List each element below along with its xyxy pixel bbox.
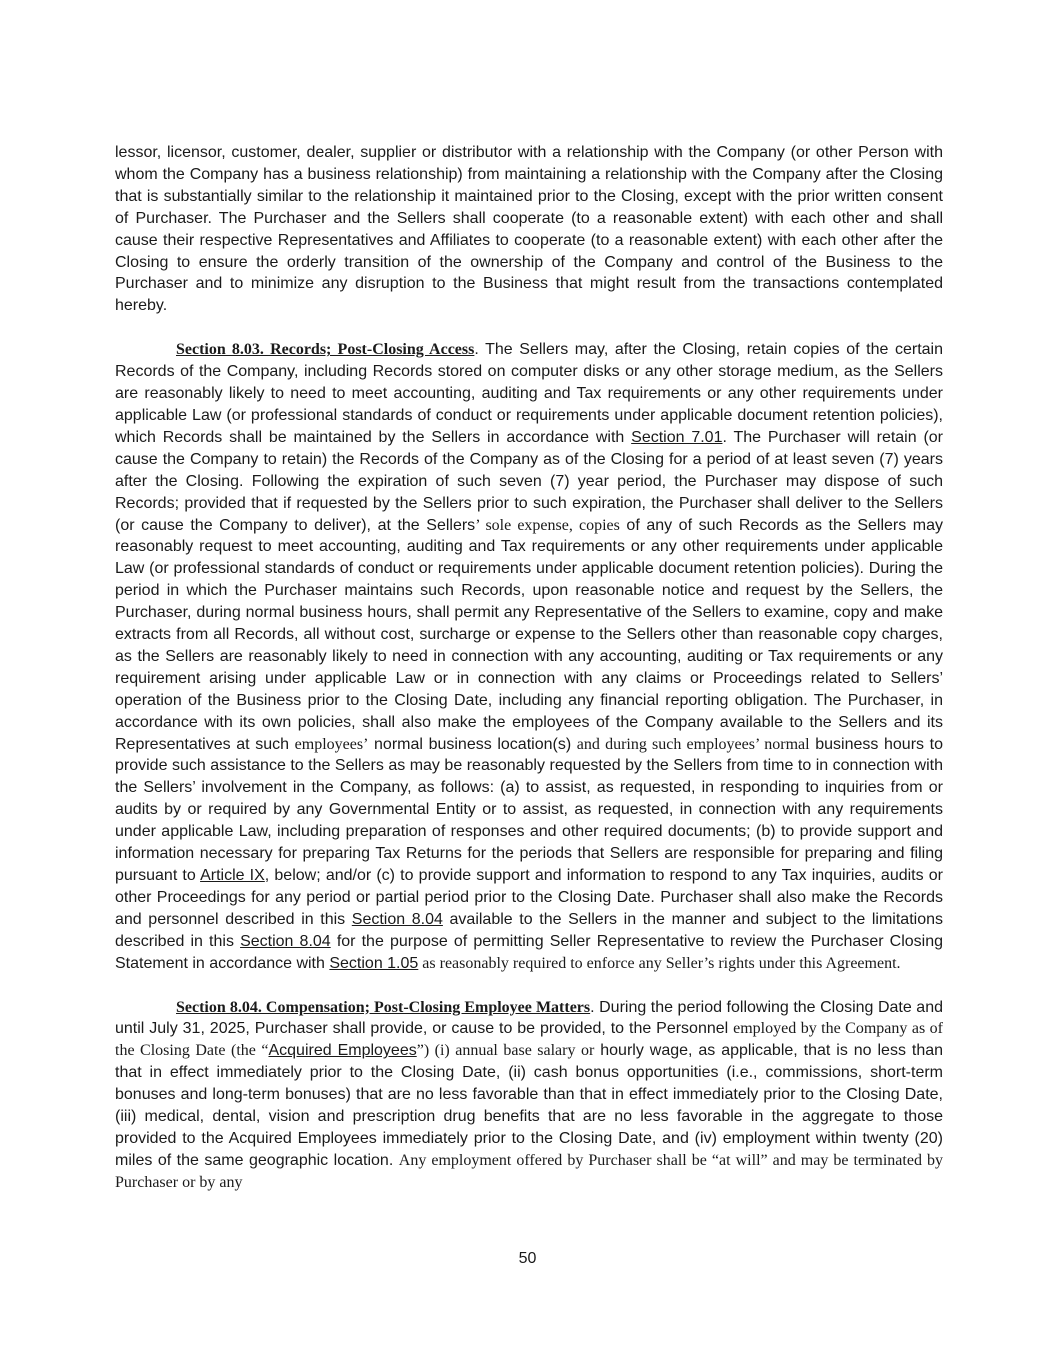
body-text: available to the Sellers in the manner and subject to the limitations described in this: [115, 910, 944, 950]
body-text: . The Purchaser will retain (or cause the Company to retain) the Records of the Company as of the Closing for a period of at least seven (7) years after the Closing. Following the expiration of such seven (7) year period, the Purchaser may dispose of such Records; provided that if requested by the Sellers prior to such expiration, the Purchaser shall deliver to the Sellers (or cause the Company to deliver), at the Sellers: [115, 428, 944, 534]
heading-period: .: [590, 998, 595, 1016]
acquired-employees-term: Acquired Employees: [268, 1042, 417, 1060]
body-text: The Sellers may, after the Closing, retain copies of the certain Records of the Company, including Records stored on computer disks or any other storage medium, as the Sellers are reasonably likely to need to meet accounting, auditing and Tax requirements or any other requirements under applicable Law (or professional standards of conduct or requirements under applicable document retention policies), which Records shall be maintained by the Sellers in accordance with: [115, 341, 944, 446]
body-text: Any employment offered by Purchaser shall be “at will” and may be terminated by Purchaser or by any: [115, 1151, 944, 1191]
section-7-01-reference[interactable]: Section 7.01: [631, 428, 723, 446]
body-text: of any of such Records as the Sellers may reasonably request to meet accounting, auditing and Tax requirements or any other requirements under applicable Law (or professional standards of conduct or requirements under applicable document retention policies). During the period in which the Purchaser maintains such Records, upon reasonable notice and request by the Sellers, the Purchaser, during normal business hours, shall permit any Representative of the Sellers to examine, copy and make extracts from all Records, all without cost, surcharge or expense to the Sellers other than reasonable copy charges, as the Sellers are reasonably likely to need in connection with any accounting, auditing or Tax requirements or any requirement arising under applicable Law or in connection with any claims or Proceedings related to Sellers’ operation of the Business prior to the Closing Date, including any financial reporting obligation. The Purchaser, in accordance with its own policies, shall also make the employees of the Company available to the Sellers and its Representatives at such: [115, 516, 944, 753]
section-8-03-paragraph: [115, 339, 943, 974]
section-8-03-heading: Section 8.03. Records; Post-Closing Access: [176, 341, 475, 359]
body-text: business hours to provide such assistance to the Sellers as may be reasonably requested by the Sellers from time to in connection with the Sellers’ involvement in the Company, as follows: (a) to assist, as requested, in responding to inquiries from or audits by or required by any Governmental Entity or to assist, as requested, in connection with any requirements under applicable Law, including preparation of responses and other required documents; (b) to provide support and information necessary for preparing Tax Returns for the periods that Sellers are responsible for preparing and filing pursuant to: [115, 735, 944, 884]
section-8-04-reference[interactable]: Section 8.04: [351, 910, 443, 928]
body-text: employees’: [294, 735, 369, 753]
section-8-04-heading: Section 8.04. Compensation; Post-Closing Employee Matters: [176, 998, 591, 1016]
body-text: , below; and/or (c) to provide support and information to respond to any Tax inquiries, audits or other Proceedings for any period or partial period prior to the Closing Date. Purchaser shall also make the Records and personnel described in this: [115, 867, 943, 928]
section-8-04-paragraph: [115, 997, 943, 1194]
page-number: 50: [518, 1250, 537, 1267]
body-text: and during such employees’ normal: [576, 735, 810, 753]
heading-period: .: [474, 341, 479, 359]
body-text: ”) (i) annual base salary or: [416, 1042, 595, 1060]
body-text: During the period following the Closing Date and until July 31, 2025, Purchaser shall provide, or cause to be provided, to the Personnel: [115, 998, 943, 1038]
section-8-04-reference[interactable]: Section 8.04: [240, 932, 331, 950]
body-text: hourly wage, as applicable, that is no less than that in effect immediately prior to the Closing Date, (ii) cash bonus opportunities (i.e., commissions, short-term bonuses and long-term bonuses) that are no less favorable than that in effect immediately prior to the Closing Date, (iii) medical, dental, vision and prescription drug benefits that are no less favorable in the aggregate to those provided to the Acquired Employees immediately prior to the Closing Date, and (iv) employment within twenty (20) miles of the same geographic location.: [115, 1042, 944, 1169]
paragraph-continuation: lessor, licensor, customer, dealer, supplier or distributor with a relationship with the Company (or other Person with whom the Company has a business relationship) from maintaining a relationship with the Company after the Closing that is substantially similar to the relationship it maintained prior to the Closing, except with the prior written consent of Purchaser. The Purchaser and the Sellers shall cooperate (to a reasonable extent) with each other and shall cause their respective Representatives and Affiliates to cooperate (to a reasonable extent) with each other after the Closing to ensure the orderly transition of the ownership of the Company and control of the Business to the Purchaser and to minimize any disruption to the Business that might result from the transactions contemplated hereby.: [115, 144, 943, 315]
body-text: ’ sole expense, copies: [475, 516, 620, 534]
article-ix-reference[interactable]: Article IX: [200, 867, 265, 884]
body-text: for the purpose of permitting Seller Representative to review the Purchaser Closing Statement in accordance with: [115, 932, 944, 972]
body-text: as reasonably required to enforce any Seller’s rights under this Agreement.: [418, 954, 901, 972]
body-text: normal business location(s): [368, 735, 577, 753]
section-1-05-reference[interactable]: Section 1.05: [329, 954, 419, 972]
body-text: employed by the Company as of the Closing Date (the “: [115, 1020, 944, 1060]
document-page: [115, 142, 943, 1194]
